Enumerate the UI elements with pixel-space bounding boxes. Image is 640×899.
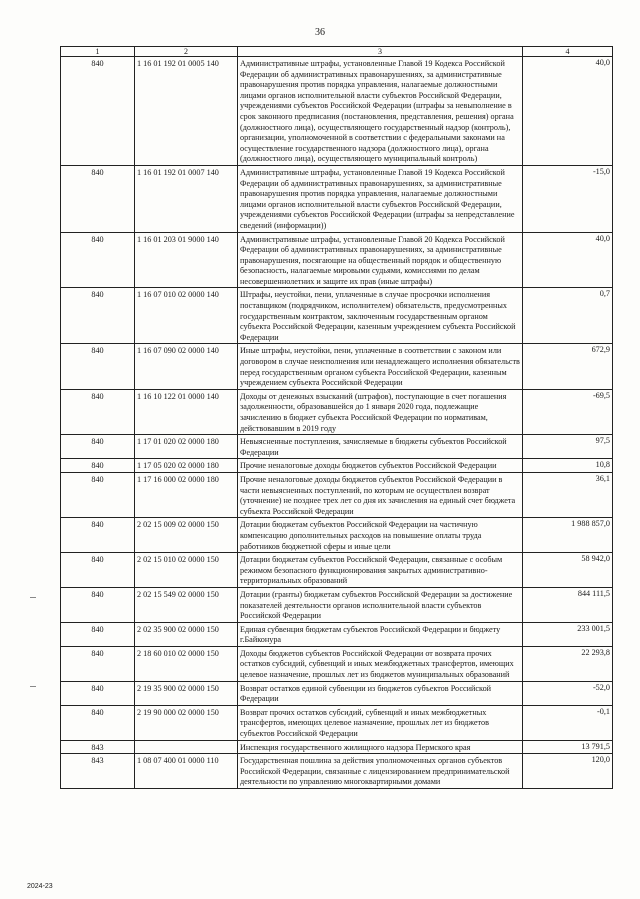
- header-col-4: 4: [523, 47, 613, 57]
- admin-code-cell: 843: [61, 754, 135, 789]
- budget-code-cell: 1 16 07 010 02 0000 140: [135, 288, 238, 344]
- admin-code-cell: 840: [61, 389, 135, 434]
- table-row: [61, 681, 613, 705]
- admin-code-cell: 840: [61, 646, 135, 681]
- budget-code-cell: 1 08 07 400 01 0000 110: [135, 754, 238, 789]
- budget-code-cell: 1 17 01 020 02 0000 180: [135, 435, 238, 459]
- table-row: [61, 389, 613, 434]
- admin-code-cell: 840: [61, 165, 135, 232]
- amount-cell: -69,5: [523, 389, 613, 434]
- budget-code-cell: [135, 740, 238, 754]
- budget-code-cell: 1 16 01 192 01 0005 140: [135, 57, 238, 166]
- admin-code-cell: 840: [61, 288, 135, 344]
- income-name-cell: Прочие неналоговые доходы бюджетов субъектов Российской Федерации: [238, 459, 523, 473]
- page-number: 36: [315, 27, 325, 38]
- budget-code-cell: 1 17 16 000 02 0000 180: [135, 472, 238, 517]
- amount-cell: 233 001,5: [523, 622, 613, 646]
- income-name-cell: Дотации бюджетам субъектов Российской Федерации, связанные с особым режимом безопасного функционирования закрытых административно-территориальных образований: [238, 553, 523, 588]
- budget-code-cell: 1 16 01 192 01 0007 140: [135, 165, 238, 232]
- amount-cell: 22 293,8: [523, 646, 613, 681]
- table-header-row: [61, 47, 613, 57]
- income-name-cell: Прочие неналоговые доходы бюджетов субъектов Российской Федерации в части невыясненных поступлений, по которым не осуществлен возврат (уточнение) не позднее трех лет со дня их зачисления на единый счет бюджета субъекта Российской Федерации: [238, 472, 523, 517]
- table-row: [61, 459, 613, 473]
- revenue-table: [60, 46, 613, 789]
- amount-cell: 844 111,5: [523, 587, 613, 622]
- income-name-cell: Государственная пошлина за действия уполномоченных органов субъектов Российской Федерации, связанные с лицензированием предпринимательской деятельности по управлению многоквартирными домами: [238, 754, 523, 789]
- admin-code-cell: 840: [61, 553, 135, 588]
- table-row: [61, 553, 613, 588]
- amount-cell: -15,0: [523, 165, 613, 232]
- income-name-cell: Инспекция государственного жилищного надзора Пермского края: [238, 740, 523, 754]
- budget-code-cell: 1 16 01 203 01 9000 140: [135, 232, 238, 288]
- income-name-cell: Доходы от денежных взысканий (штрафов), поступающие в счет погашения задолженности, образовавшейся до 1 января 2020 года, подлежащие зачислению в бюджет субъекта Российской Федерации по нормативам, действовавшим в 2019 году: [238, 389, 523, 434]
- table-row: [61, 705, 613, 740]
- amount-cell: 97,5: [523, 435, 613, 459]
- amount-cell: 672,9: [523, 344, 613, 389]
- income-name-cell: Административные штрафы, установленные Главой 19 Кодекса Российской Федерации об административных правонарушениях, за административные правонарушения против порядка управления, налагаемые должностными лицами органов исполнительной власти субъектов Российской Федерации, учреждениями субъектов Российской Федерации (штрафы за невыполнение в срок законного предписания (постановления, представления, решения) органа (должностного лица), осуществляющего государственный надзор (контроль), организации, уполномоченной в соответствии с федеральными законами на осуществление государственного надзора (должностного лица), органа (должностного лица), осуществляющего муниципальный контроль): [238, 57, 523, 166]
- admin-code-cell: 840: [61, 681, 135, 705]
- table-body: [61, 57, 613, 789]
- budget-code-cell: 1 16 07 090 02 0000 140: [135, 344, 238, 389]
- admin-code-cell: 840: [61, 232, 135, 288]
- admin-code-cell: 840: [61, 344, 135, 389]
- table-row: [61, 754, 613, 789]
- admin-code-cell: 840: [61, 459, 135, 473]
- margin-mark: [30, 686, 36, 687]
- admin-code-cell: 840: [61, 435, 135, 459]
- table-row: [61, 646, 613, 681]
- table-row: [61, 288, 613, 344]
- amount-cell: 13 791,5: [523, 740, 613, 754]
- income-name-cell: Иные штрафы, неустойки, пени, уплаченные в соответствии с законом или договором в случае неисполнения или ненадлежащего исполнения обязательств перед государственным органом субъекта Российской Федерации, казенным учреждением субъекта Российской Федерации: [238, 344, 523, 389]
- amount-cell: 40,0: [523, 232, 613, 288]
- amount-cell: 1 988 857,0: [523, 518, 613, 553]
- margin-mark: [30, 597, 36, 598]
- amount-cell: 10,8: [523, 459, 613, 473]
- amount-cell: -52,0: [523, 681, 613, 705]
- amount-cell: -0,1: [523, 705, 613, 740]
- admin-code-cell: 840: [61, 57, 135, 166]
- table-row: [61, 165, 613, 232]
- budget-code-cell: 1 16 10 122 01 0000 140: [135, 389, 238, 434]
- budget-code-cell: 2 18 60 010 02 0000 150: [135, 646, 238, 681]
- table-row: [61, 587, 613, 622]
- admin-code-cell: 840: [61, 587, 135, 622]
- amount-cell: 58 942,0: [523, 553, 613, 588]
- table-row: [61, 472, 613, 517]
- budget-code-cell: 2 02 15 010 02 0000 150: [135, 553, 238, 588]
- amount-cell: 0,7: [523, 288, 613, 344]
- income-name-cell: Доходы бюджетов субъектов Российской Федерации от возврата прочих остатков субсидий, субвенций и иных межбюджетных трансфертов, имеющих целевое назначение, прошлых лет из бюджетов муниципальных образований: [238, 646, 523, 681]
- admin-code-cell: 840: [61, 472, 135, 517]
- table-row: [61, 57, 613, 166]
- table-row: [61, 740, 613, 754]
- admin-code-cell: 840: [61, 518, 135, 553]
- income-name-cell: Административные штрафы, установленные Главой 20 Кодекса Российской Федерации об административных правонарушениях, за административные правонарушения, посягающие на общественный порядок и общественную безопасность, налагаемые мировыми судьями, комиссиями по делам несовершеннолетних и защите их прав (иные штрафы): [238, 232, 523, 288]
- income-name-cell: Невыясненные поступления, зачисляемые в бюджеты субъектов Российской Федерации: [238, 435, 523, 459]
- budget-code-cell: 2 02 15 009 02 0000 150: [135, 518, 238, 553]
- income-name-cell: Дотации (гранты) бюджетам субъектов Российской Федерации за достижение показателей деятельности органов исполнительной власти субъектов Российской Федерации: [238, 587, 523, 622]
- income-name-cell: Штрафы, неустойки, пени, уплаченные в случае просрочки исполнения поставщиком (подрядчиком, исполнителем) обязательств, предусмотренных государственным контрактом, заключенным государственным органом субъекта Российской Федерации, казенным учреждением субъекта Российской Федерации: [238, 288, 523, 344]
- table-row: [61, 518, 613, 553]
- income-name-cell: Дотации бюджетам субъектов Российской Федерации на частичную компенсацию дополнительных расходов на повышение оплаты труда работников бюджетной сферы и иные цели: [238, 518, 523, 553]
- admin-code-cell: 840: [61, 622, 135, 646]
- header-col-3: 3: [238, 47, 523, 57]
- budget-code-cell: 2 19 35 900 02 0000 150: [135, 681, 238, 705]
- header-col-1: 1: [61, 47, 135, 57]
- amount-cell: 40,0: [523, 57, 613, 166]
- admin-code-cell: 840: [61, 705, 135, 740]
- table-row: [61, 232, 613, 288]
- income-name-cell: Возврат прочих остатков субсидий, субвенций и иных межбюджетных трансфертов, имеющих целевое назначение, прошлых лет из бюджетов субъектов Российской Федерации: [238, 705, 523, 740]
- admin-code-cell: 843: [61, 740, 135, 754]
- amount-cell: 120,0: [523, 754, 613, 789]
- budget-code-cell: 2 02 15 549 02 0000 150: [135, 587, 238, 622]
- header-col-2: 2: [135, 47, 238, 57]
- budget-code-cell: 1 17 05 020 02 0000 180: [135, 459, 238, 473]
- table-row: [61, 435, 613, 459]
- income-name-cell: Административные штрафы, установленные Главой 19 Кодекса Российской Федерации об административных правонарушениях, за административные правонарушения против порядка управления, налагаемые должностными лицами органов исполнительной власти субъектов Российской Федерации, учреждениями субъектов Российской Федерации (штрафы за непредставление сведений (информации)): [238, 165, 523, 232]
- budget-code-cell: 2 19 90 000 02 0000 150: [135, 705, 238, 740]
- amount-cell: 36,1: [523, 472, 613, 517]
- income-name-cell: Единая субвенция бюджетам субъектов Российской Федерации и бюджету г.Байконура: [238, 622, 523, 646]
- income-name-cell: Возврат остатков единой субвенции из бюджетов субъектов Российской Федерации: [238, 681, 523, 705]
- budget-code-cell: 2 02 35 900 02 0000 150: [135, 622, 238, 646]
- footer-code: 2024-23: [27, 883, 53, 890]
- table-row: [61, 344, 613, 389]
- table-row: [61, 622, 613, 646]
